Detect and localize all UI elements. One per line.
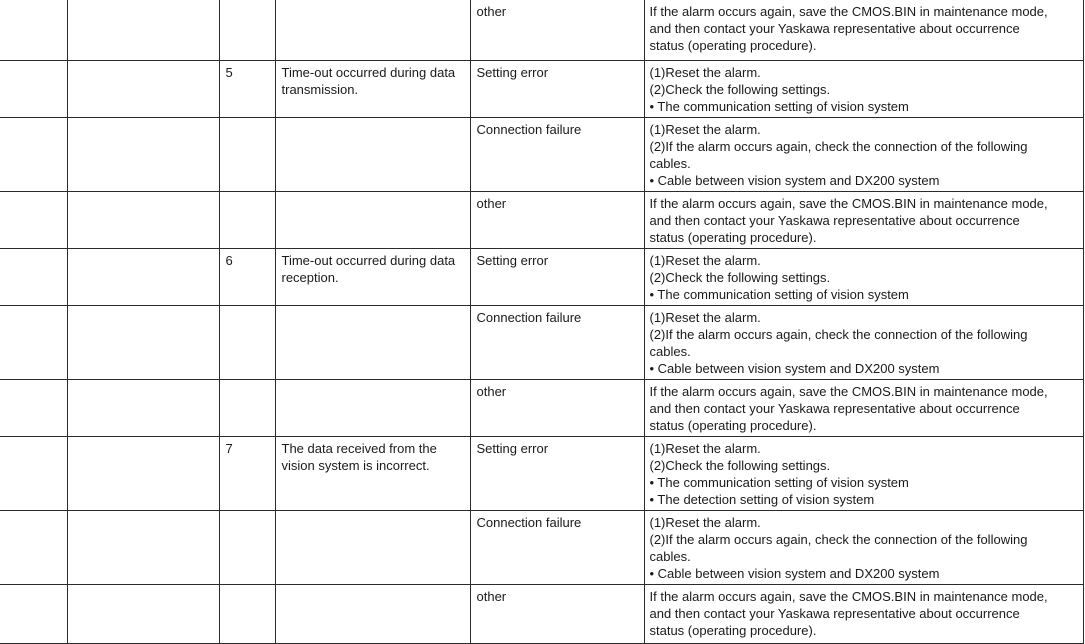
alarm-number-cell [0,191,67,248]
remedy-cell [644,379,1083,436]
remedy-line: (2)Check the following settings. [649,457,831,473]
alarm-number-cell [0,379,67,436]
sub-code-cell [219,584,275,643]
remedy-line: If the alarm occurs again, save the CMOS.BIN in maintenance mode, [649,588,1048,604]
remedy-line: If the alarm occurs again, save the CMOS.BIN in maintenance mode, [649,195,1048,211]
cause-cell: Connection failure [470,510,644,584]
table-row [0,0,1083,60]
remedy-line: (1)Reset the alarm. [649,252,761,268]
remedy-cell [644,117,1083,191]
remedy-line: If the alarm occurs again, save the CMOS.BIN in maintenance mode, [649,4,1048,19]
meaning-cell: Time-out occurred during data reception. [275,248,470,305]
meaning-cell [275,117,470,191]
table-row [0,191,1083,248]
sub-code-cell [219,191,275,248]
alarm-name-cell [67,584,219,643]
alarm-number-cell [0,117,67,191]
alarm-name-cell [67,436,219,510]
table-row [0,436,1083,510]
table-row [0,584,1083,643]
remedy-cell [644,436,1083,510]
alarm-number-cell [0,305,67,379]
remedy-line: • Cable between vision system and DX200 system [649,172,940,188]
remedy-cell [644,191,1083,248]
remedy-line: • The communication setting of vision system [649,98,909,114]
meaning-cell [275,510,470,584]
cause-cell: Connection failure [470,305,644,379]
remedy-line: and then contact your Yaskawa representative about occurrence [649,400,1020,416]
remedy-line: cables. [649,548,691,564]
remedy-cell [644,60,1083,117]
alarm-name-cell [67,248,219,305]
remedy-line: (1)Reset the alarm. [649,514,761,530]
alarm-name-cell [67,0,219,60]
remedy-line: • The communication setting of vision system [649,286,909,302]
cause-cell: Setting error [470,248,644,305]
sub-code-cell [219,0,275,60]
alarm-number-cell [0,584,67,643]
alarm-name-cell [67,191,219,248]
remedy-cell [644,305,1083,379]
alarm-name-cell [67,510,219,584]
remedy-cell [644,584,1083,643]
remedy-line: • The communication setting of vision system [649,474,909,490]
sub-code-cell [219,510,275,584]
remedy-line: status (operating procedure). [649,417,817,433]
remedy-line: and then contact your Yaskawa representative about occurrence [649,212,1020,228]
cause-cell: Connection failure [470,117,644,191]
remedy-line: • Cable between vision system and DX200 system [649,360,940,376]
alarm-number-cell [0,436,67,510]
remedy-line: (1)Reset the alarm. [649,64,761,80]
remedy-line: status (operating procedure). [649,229,817,245]
meaning-cell [275,0,470,60]
meaning-cell [275,379,470,436]
meaning-cell [275,584,470,643]
sub-code-cell: 6 [219,248,275,305]
table-row [0,379,1083,436]
meaning-cell: The data received from the vision system is incorrect. [275,436,470,510]
alarm-number-cell [0,248,67,305]
remedy-line: (2)If the alarm occurs again, check the connection of the following [649,531,1028,547]
remedy-line: If the alarm occurs again, save the CMOS.BIN in maintenance mode, [649,383,1048,399]
alarm-name-cell [67,305,219,379]
remedy-line: (2)If the alarm occurs again, check the connection of the following [649,326,1028,342]
remedy-line: status (operating procedure). [649,38,817,53]
meaning-cell [275,305,470,379]
remedy-line: (1)Reset the alarm. [649,309,761,325]
sub-code-cell [219,379,275,436]
remedy-line: • The detection setting of vision system [649,491,875,507]
table-row [0,305,1083,379]
sub-code-cell [219,305,275,379]
cause-cell: Setting error [470,60,644,117]
cause-cell: Setting error [470,436,644,510]
meaning-cell: Time-out occurred during data transmission. [275,60,470,117]
alarm-number-cell [0,60,67,117]
sub-code-cell [219,117,275,191]
remedy-cell [644,248,1083,305]
sub-code-cell: 7 [219,436,275,510]
sub-code-cell: 5 [219,60,275,117]
alarm-name-cell [67,379,219,436]
alarm-name-cell [67,117,219,191]
cause-cell: other [470,191,644,248]
alarm-number-cell [0,510,67,584]
alarm-name-cell [67,60,219,117]
remedy-line: (2)Check the following settings. [649,269,831,285]
remedy-line: status (operating procedure). [649,622,817,638]
remedy-line: (1)Reset the alarm. [649,121,761,137]
cause-cell: other [470,584,644,643]
table-row [0,60,1083,117]
remedy-line: (2)If the alarm occurs again, check the connection of the following [649,138,1028,154]
remedy-line: and then contact your Yaskawa representative about occurrence [649,605,1020,621]
cause-cell: other [470,0,644,60]
remedy-line: and then contact your Yaskawa representative about occurrence [649,21,1020,36]
cause-cell: other [470,379,644,436]
table-row [0,248,1083,305]
remedy-line: cables. [649,155,691,171]
table-row [0,510,1083,584]
remedy-line: (1)Reset the alarm. [649,440,761,456]
remedy-cell [644,510,1083,584]
remedy-line: • Cable between vision system and DX200 system [649,565,940,581]
remedy-line: (2)Check the following settings. [649,81,831,97]
alarm-number-cell [0,0,67,60]
table-row [0,117,1083,191]
meaning-cell [275,191,470,248]
remedy-line: cables. [649,343,691,359]
remedy-cell [644,0,1083,60]
